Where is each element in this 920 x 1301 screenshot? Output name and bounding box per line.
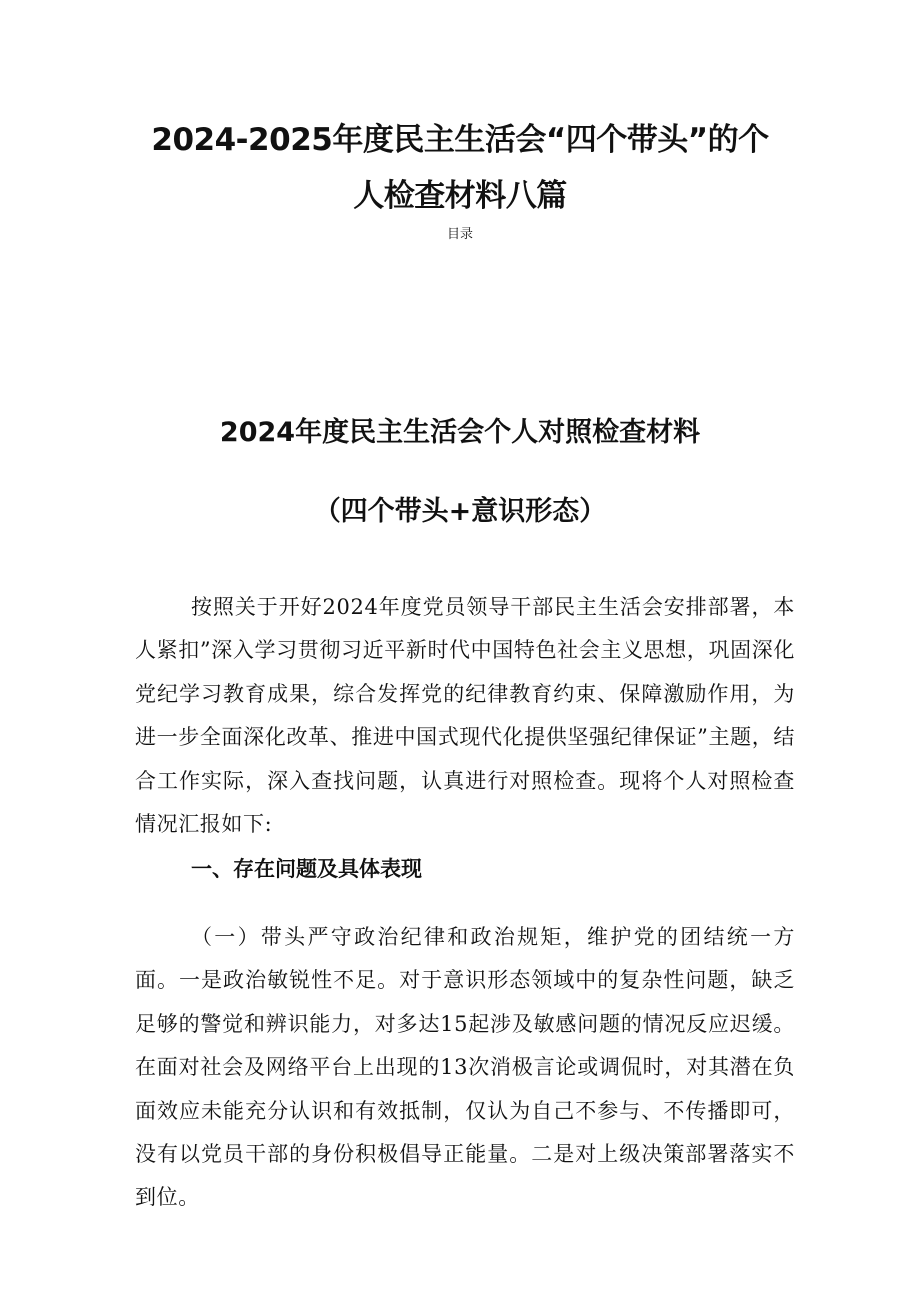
section-title: 2024年度民主生活会个人对照检查材料 <box>219 417 701 448</box>
problems-heading: 一、存在问题及具体表现 <box>191 857 422 881</box>
section-subtitle: （四个带头+意识形态） <box>313 496 607 527</box>
document-title-line-1: 2024-2025年度民主生活会“四个带头”的个 <box>151 122 769 158</box>
document-title-line-2: 人检查材料八篇 <box>353 178 567 214</box>
problem-item-paragraph: （一）带头严守政治纪律和政治规矩，维护党的团结统一方面。一是政治敏锐性不足。对于意识形态领域中的复杂性问题，缺乏足够的警觉和辨识能力，对多达15起涉及敏感问题的情况反应迟缓。在面对社会及网络平台上出现的13次消极言论或调侃时，对其潜在负面效应未能充分认识和有效抵制，仅认为自己不参与、不传播即可，没有以党员干部的身份积极倡导正能量。二是对上级决策部署落实不到位。 <box>135 925 795 1210</box>
document-title <box>120 112 800 224</box>
intro-paragraph: 按照关于开好2024年度党员领导干部民主生活会安排部署，本人紧扣”深入学习贯彻习近平新时代中国特色社会主义思想，巩固深化党纪学习教育成果，综合发挥党的纪律教育约束、保障激励作用，为进一步全面深化改革、推进中国式现代化提供坚强纪律保证”主题，结合工作实际，深入查找问题，认真进行对照检查。现将个人对照检查情况汇报如下: <box>135 595 795 837</box>
table-of-contents-label[interactable]: 目录 <box>446 227 473 242</box>
